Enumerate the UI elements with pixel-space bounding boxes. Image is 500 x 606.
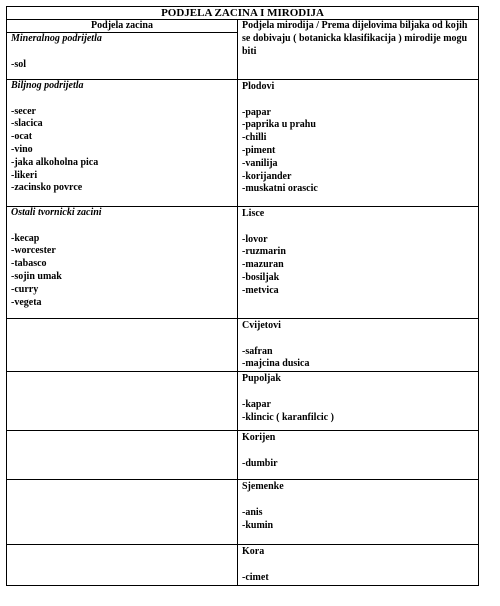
group-label-ostali: Ostali tvornicki zacini	[11, 207, 102, 218]
list-item: -secer	[11, 105, 36, 117]
category-label-lisce: Lisce	[242, 208, 265, 219]
group-mineral-cell	[7, 33, 238, 80]
group-ostali-cell	[7, 207, 238, 319]
row-biljnog-plodovi	[7, 80, 479, 207]
list-item: -korijander	[242, 170, 292, 182]
list-item: -piment	[242, 144, 276, 156]
list-item: -cimet	[242, 571, 269, 583]
list-item: -sojin umak	[11, 270, 62, 282]
list-item: -anis	[242, 506, 263, 518]
category-label-sjemenke: Sjemenke	[242, 481, 284, 493]
row-pupoljak	[7, 372, 479, 431]
list-item: -slacica	[11, 118, 43, 130]
row-korijen	[7, 431, 479, 480]
list-item: -curry	[11, 283, 39, 295]
list-item: -sol	[11, 58, 26, 70]
list-item: -bosiljak	[242, 271, 280, 283]
empty-left-cell	[7, 431, 238, 480]
category-label-cvijetovi: Cvijetovi	[242, 320, 281, 331]
category-label-plodovi: Plodovi	[242, 81, 275, 92]
row-ostali-lisce	[7, 207, 479, 319]
list-item: -safran	[242, 345, 273, 357]
list-item: -vanilija	[242, 157, 278, 169]
list-item: -kumin	[242, 519, 274, 531]
list-item: -dumbir	[242, 457, 278, 469]
header-row	[7, 20, 479, 33]
list-item: -vino	[11, 143, 33, 155]
list-item: -metvica	[242, 284, 279, 296]
list-item: -ruzmarin	[242, 246, 286, 258]
empty-left-cell	[7, 319, 238, 372]
list-item: -majcina dusica	[242, 358, 310, 370]
list-item: -mazuran	[242, 259, 284, 271]
category-pupoljak-cell	[238, 372, 479, 431]
group-label-biljnog: Biljnog podrijetla	[11, 80, 84, 91]
category-cvijetovi-cell	[238, 319, 479, 372]
list-item: -papar	[242, 106, 271, 118]
category-label-pupoljak: Pupoljak	[242, 373, 281, 385]
empty-left-cell	[7, 372, 238, 431]
list-item: -kecap	[11, 232, 40, 244]
list-item: -likeri	[11, 169, 38, 181]
list-item: -tabasco	[11, 258, 47, 270]
list-item: -muskatni orascic	[242, 183, 318, 195]
category-kora-cell	[238, 545, 479, 586]
group-biljnog-cell	[7, 80, 238, 207]
category-plodovi-cell	[238, 80, 479, 207]
table-title: PODJELA ZACINA I MIRODIJA	[7, 7, 479, 20]
list-item: -jaka alkoholna pica	[11, 156, 99, 168]
title-row	[7, 7, 479, 20]
row-kora	[7, 545, 479, 586]
empty-left-cell	[7, 480, 238, 545]
spice-classification-table	[6, 6, 479, 586]
list-item: -paprika u prahu	[242, 119, 316, 131]
row-sjemenke	[7, 480, 479, 545]
category-label-kora: Kora	[242, 546, 265, 558]
row-cvijetovi	[7, 319, 479, 372]
category-korijen-cell	[238, 431, 479, 480]
list-item: -vegeta	[11, 296, 42, 308]
list-item: -klincic ( karanfilcic )	[242, 411, 334, 423]
list-item: -chilli	[242, 132, 267, 144]
left-column-header: Podjela zacina	[7, 20, 238, 33]
list-item: -zacinsko povrce	[11, 182, 83, 194]
list-item: -ocat	[11, 131, 33, 143]
list-item: -worcester	[11, 245, 56, 257]
empty-left-cell	[7, 545, 238, 586]
right-column-header: Podjela mirodija / Prema dijelovima biljaka od kojih se dobivaju ( botanicka klasifikacija ) mirodije mogu biti	[238, 20, 479, 80]
category-label-korijen: Korijen	[242, 432, 276, 444]
group-label-mineral: Mineralnog podrijetla	[11, 33, 102, 44]
list-item: -kapar	[242, 398, 271, 410]
list-item: -lovor	[242, 233, 268, 245]
category-lisce-cell	[238, 207, 479, 319]
category-sjemenke-cell	[238, 480, 479, 545]
